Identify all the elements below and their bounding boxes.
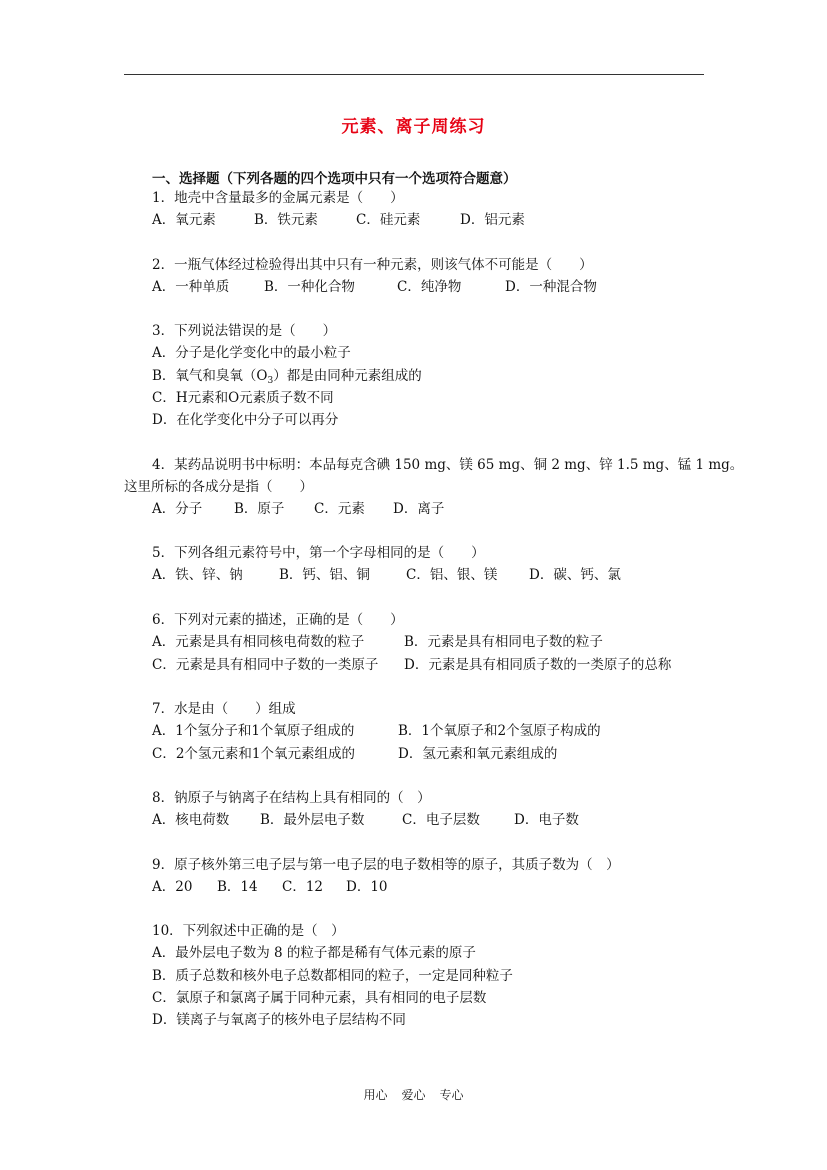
page-title: 元素、离子周练习 [341, 117, 486, 137]
option-c: C．元素 [314, 501, 365, 517]
options-row [152, 654, 671, 676]
option-a: A．元素是具有相同核电荷数的粒子 [152, 634, 365, 651]
question-stem: 6．下列对元素的描述，正确的是（ ） [152, 612, 404, 628]
option-d: D．电子数 [514, 812, 579, 829]
subscript: 3 [267, 375, 274, 386]
question-2 [152, 254, 597, 299]
option-c: C．H元素和O元素质子数不同 [152, 389, 334, 406]
option-a: A．分子是化学变化中的最小粒子 [152, 345, 351, 362]
option-c: C．纯净物 [397, 279, 462, 296]
option-d: D．一种混合物 [505, 279, 597, 296]
option-d: D．10 [346, 879, 388, 896]
option-a: A．核电荷数 [152, 812, 230, 829]
options-row [152, 564, 621, 586]
question-stem: 3．下列说法错误的是（ ） [152, 323, 337, 339]
options-row [152, 209, 525, 231]
section-heading: 一、选择题（下列各题的四个选项中只有一个选项符合题意） [152, 171, 517, 187]
option-d: D．镁离子与氧离子的核外电子层结构不同 [152, 1012, 406, 1029]
options-row [152, 631, 671, 653]
question-6 [152, 609, 671, 676]
option-b: B．铁元素 [254, 212, 318, 229]
question-4 [152, 454, 743, 476]
question-3 [152, 320, 422, 431]
question-4-cont [124, 476, 313, 498]
option-a: A．铁、锌、钠 [152, 567, 243, 584]
option-b: B．最外层电子数 [260, 812, 365, 829]
option-b: B．1个氧原子和2个氢原子构成的 [398, 723, 601, 740]
option-d: D．元素是具有相同质子数的一类原子的总称 [404, 656, 672, 673]
question-stem: 4．某药品说明书中标明：本品每克含碘 150 mg、镁 65 mg、铜 2 mg、锌 1.5 mg、锰 1 mg。 [152, 457, 744, 473]
page-footer [0, 1086, 827, 1103]
option-a: A．20 [152, 879, 193, 896]
question-9 [152, 854, 620, 899]
option-d: D．氢元素和氧元素组成的 [398, 745, 558, 762]
header-rule [124, 74, 704, 75]
option-b [152, 365, 422, 387]
option-c: C．氯原子和氯离子属于同种元素，具有相同的电子层数 [152, 989, 487, 1006]
option-d: D．铝元素 [460, 212, 525, 229]
option-b: B．元素是具有相同电子数的粒子 [404, 634, 603, 651]
option-b-text: B．氧气和臭氧（O [152, 367, 268, 384]
option-a: A．一种单质 [152, 279, 230, 296]
question-stem: 8．钠原子与钠离子在结构上具有相同的（ ） [152, 790, 431, 806]
option-c: C．电子层数 [402, 812, 480, 829]
question-5 [152, 542, 621, 587]
question-1 [152, 187, 525, 232]
option-b: B．一种化合物 [264, 279, 355, 296]
options-row [152, 276, 597, 298]
options-row [152, 809, 579, 831]
question-stem: 1．地壳中含量最多的金属元素是（ ） [152, 190, 404, 206]
question-8 [152, 787, 579, 832]
question-stem: 10．下列叙述中正确的是（ ） [152, 923, 345, 939]
option-c: C．12 [282, 879, 324, 896]
option-c: C．2个氢元素和1个氧元素组成的 [152, 745, 356, 762]
footer-text: 用心 [363, 1088, 388, 1102]
option-d: D．碳、钙、氯 [529, 567, 621, 584]
option-c: C．硅元素 [356, 212, 421, 229]
footer-text: 爱心 [401, 1088, 426, 1102]
option-b: B．14 [217, 879, 258, 896]
options-row [152, 876, 620, 898]
question-stem: 7．水是由（ ）组成 [152, 701, 296, 717]
question-stem: 9．原子核外第三电子层与第一电子层的电子数相等的原子，其质子数为（ ） [152, 857, 620, 873]
option-b: B．质子总数和核外电子总数都相同的粒子，一定是同种粒子 [152, 967, 513, 984]
options-row [152, 720, 601, 742]
option-c: C．铝、银、镁 [406, 567, 498, 584]
option-b: B．钙、铝、铜 [279, 567, 370, 584]
question-7 [152, 698, 601, 765]
question-stem: 2．一瓶气体经过检验得出其中只有一种元素，则该气体不可能是（ ） [152, 257, 593, 273]
option-a: A．1个氢分子和1个氧原子组成的 [152, 723, 355, 740]
question-4-options [152, 498, 444, 520]
option-a: A．氧元素 [152, 212, 216, 229]
question-10 [152, 920, 513, 1031]
option-a: A．分子 [152, 501, 203, 517]
options-row [152, 498, 444, 520]
footer-text: 专心 [439, 1088, 464, 1102]
option-a: A．最外层电子数为 8 的粒子都是稀有气体元素的原子 [152, 945, 476, 962]
question-stem-cont: 这里所标的各成分是指（ ） [124, 479, 313, 495]
option-b-text-end: ）都是由同种元素组成的 [273, 367, 422, 384]
option-b: B．原子 [234, 501, 285, 517]
options-row [152, 743, 601, 765]
option-d: D．离子 [393, 501, 445, 517]
question-stem: 5．下列各组元素符号中，第一个字母相同的是（ ） [152, 545, 485, 561]
option-c: C．元素是具有相同中子数的一类原子 [152, 656, 379, 673]
option-d: D．在化学变化中分子可以再分 [152, 412, 339, 429]
